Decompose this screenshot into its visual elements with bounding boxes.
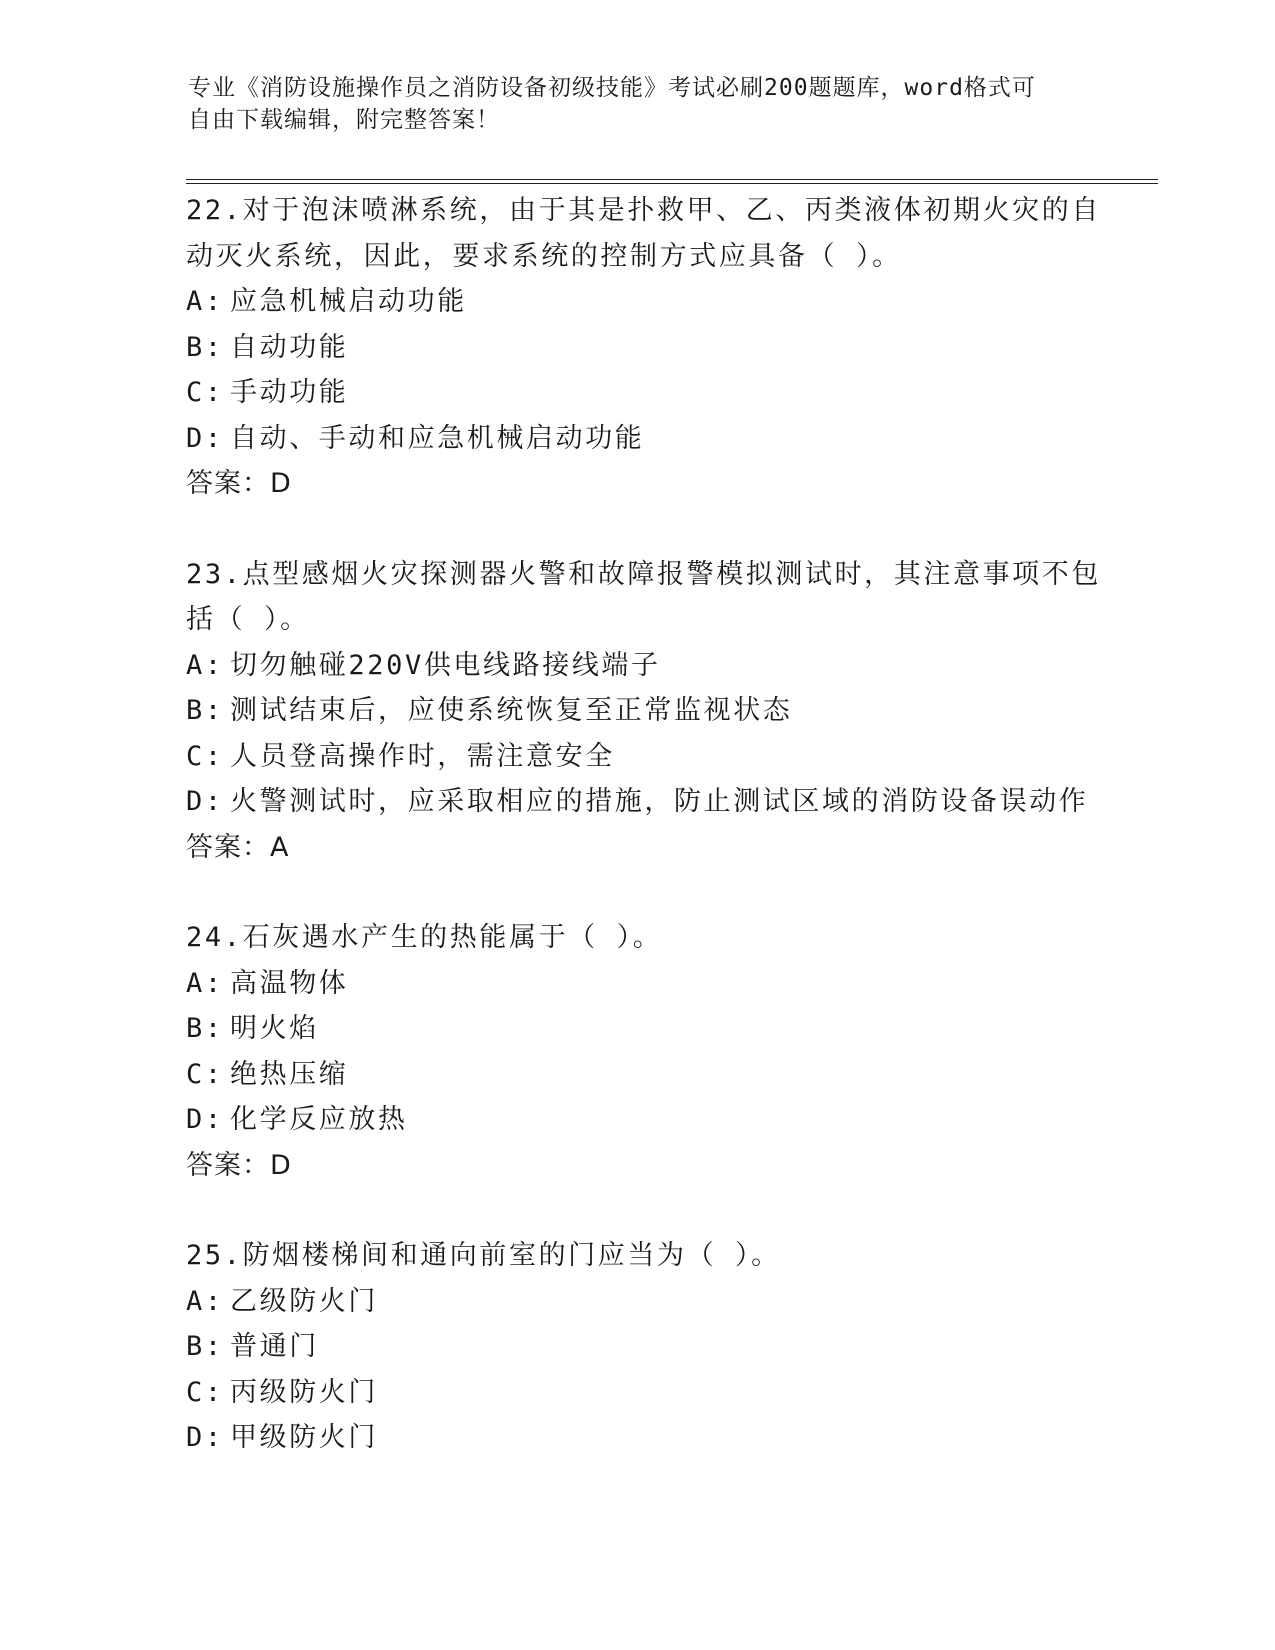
option-c bbox=[186, 370, 1086, 416]
option-letter: A: bbox=[186, 1285, 224, 1317]
question-25 bbox=[186, 1233, 1086, 1461]
option-c bbox=[186, 734, 1086, 780]
header-line-1: 专业《消防设施操作员之消防设备初级技能》考试必刷200题题库，word格式可 bbox=[188, 75, 1036, 101]
option-text: 自动、手动和应急机械启动功能 bbox=[230, 422, 645, 454]
question-text-line: 括（ ）。 bbox=[186, 604, 310, 635]
option-text: 应急机械启动功能 bbox=[230, 286, 467, 317]
question-22 bbox=[186, 188, 1101, 507]
option-text: 高温物体 bbox=[230, 967, 349, 999]
option-letter: D: bbox=[186, 1422, 224, 1453]
option-c bbox=[186, 1370, 1086, 1416]
option-a bbox=[186, 279, 1086, 325]
option-letter: A: bbox=[186, 649, 224, 681]
option-letter: C: bbox=[186, 1376, 224, 1408]
question-24 bbox=[186, 915, 1086, 1188]
option-text: 普通门 bbox=[230, 1331, 319, 1362]
question-text-line: 23.点型感烟火灾探测器火警和故障报警模拟测试时，其注意事项不包 bbox=[186, 558, 1101, 590]
option-text: 火警测试时，应采取相应的措施，防止测试区域的消防设备误动作 bbox=[230, 786, 1089, 817]
option-d bbox=[186, 416, 1086, 462]
option-text: 明火焰 bbox=[230, 1013, 319, 1044]
option-text: 甲级防火门 bbox=[230, 1422, 378, 1453]
option-b bbox=[186, 1324, 1086, 1370]
question-list bbox=[186, 188, 1101, 1506]
option-b bbox=[186, 325, 1086, 371]
option-letter: B: bbox=[186, 695, 224, 726]
option-letter: C: bbox=[186, 740, 224, 772]
option-d bbox=[186, 1415, 1086, 1461]
option-a bbox=[186, 643, 1086, 689]
option-text: 切勿触碰220V供电线路接线端子 bbox=[230, 649, 661, 681]
option-letter: D: bbox=[186, 422, 224, 454]
option-letter: B: bbox=[186, 1331, 224, 1362]
option-d bbox=[186, 779, 1089, 825]
option-a bbox=[186, 1279, 1086, 1325]
option-c bbox=[186, 1052, 1086, 1098]
option-letter: A: bbox=[186, 967, 224, 999]
option-text: 绝热压缩 bbox=[230, 1058, 349, 1090]
answer-label: 答案：D bbox=[186, 1149, 292, 1181]
option-letter: A: bbox=[186, 286, 224, 317]
option-d bbox=[186, 1097, 1086, 1143]
header-divider bbox=[186, 179, 1158, 184]
answer-label: 答案：A bbox=[186, 831, 290, 863]
option-text: 手动功能 bbox=[230, 377, 349, 408]
option-letter: C: bbox=[186, 377, 224, 408]
answer-label: 答案：D bbox=[186, 468, 292, 499]
option-letter: D: bbox=[186, 786, 224, 817]
option-letter: B: bbox=[186, 331, 224, 363]
question-text-line: 25.防烟楼梯间和通向前室的门应当为（ ）。 bbox=[186, 1240, 781, 1271]
question-23 bbox=[186, 552, 1101, 871]
header-line-2: 自由下载编辑，附完整答案！ bbox=[188, 107, 500, 133]
option-text: 化学反应放热 bbox=[230, 1104, 408, 1135]
question-text-line: 22.对于泡沫喷淋系统，由于其是扑救甲、乙、丙类液体初期火灾的自 bbox=[186, 195, 1101, 226]
option-a bbox=[186, 961, 1086, 1007]
option-letter: C: bbox=[186, 1058, 224, 1090]
option-letter: D: bbox=[186, 1104, 224, 1135]
option-b bbox=[186, 1006, 1086, 1052]
question-text-line: 动灭火系统，因此，要求系统的控制方式应具备（ ）。 bbox=[186, 240, 902, 272]
question-text-line: 24.石灰遇水产生的热能属于（ ）。 bbox=[186, 922, 663, 953]
option-text: 人员登高操作时，需注意安全 bbox=[230, 740, 615, 772]
option-b bbox=[186, 688, 1086, 734]
option-text: 乙级防火门 bbox=[230, 1285, 378, 1317]
option-text: 测试结束后，应使系统恢复至正常监视状态 bbox=[230, 695, 793, 726]
option-text: 自动功能 bbox=[230, 331, 349, 363]
option-letter: B: bbox=[186, 1013, 224, 1044]
document-header bbox=[188, 72, 1068, 136]
option-text: 丙级防火门 bbox=[230, 1376, 378, 1408]
